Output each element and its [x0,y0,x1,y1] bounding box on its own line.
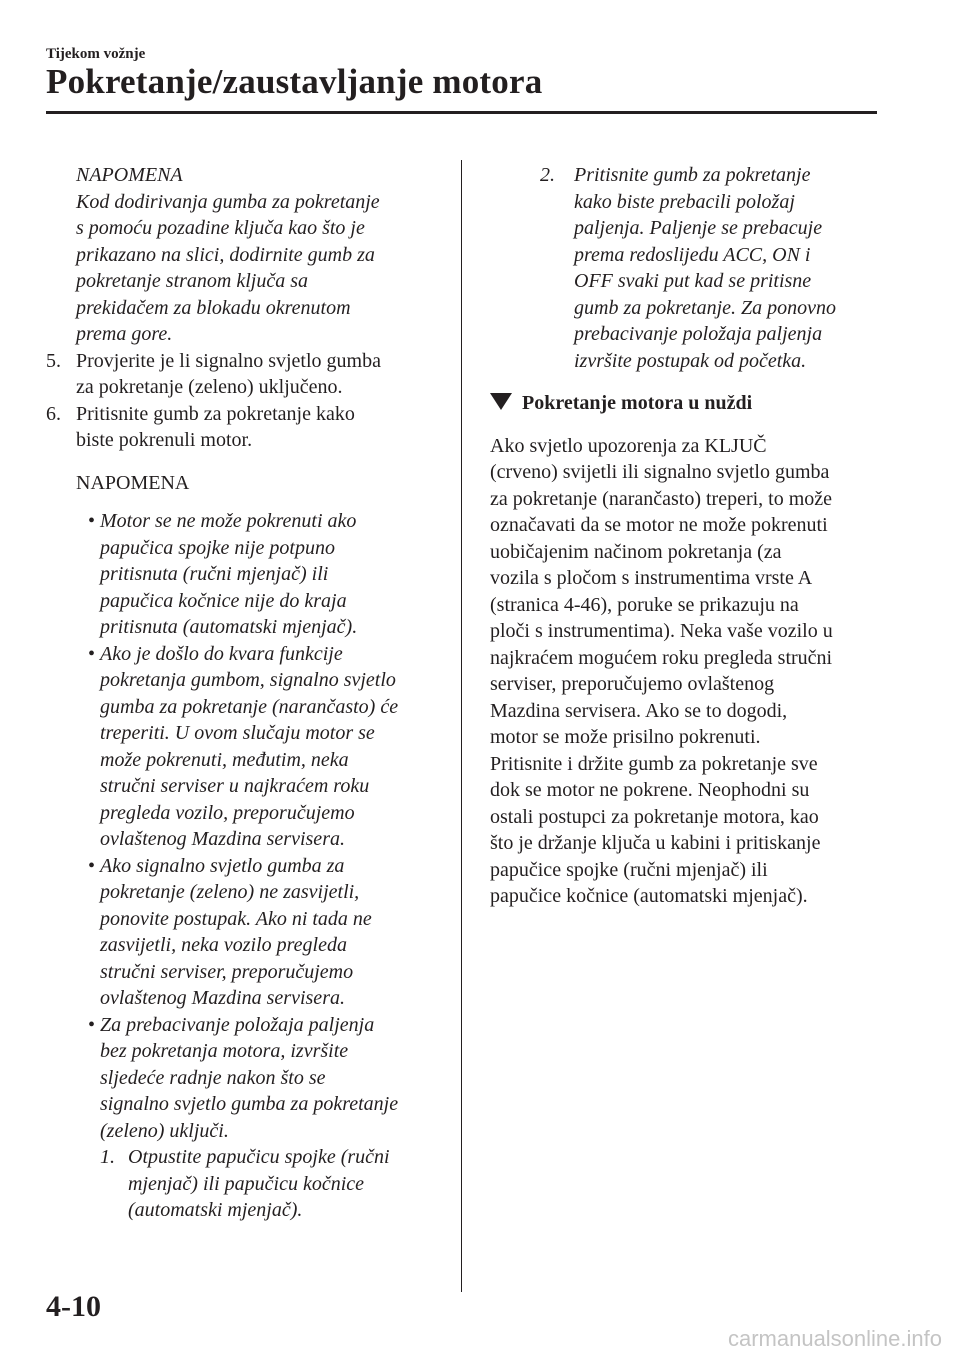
step-text [76,401,446,454]
page-title: Pokretanje/zaustavljanje motora [46,62,543,101]
text-line [46,747,446,774]
text-line-content: Mazdina servisera. Ako se to dogodi, [490,699,788,722]
text-line-content: prema gore. [76,323,173,345]
text-line-content: može pokrenuti, međutim, neka [100,748,349,771]
step-number: 6. [46,402,61,425]
text-line-content: treperiti. U ovom slučaju motor se [100,722,375,744]
bullet-icon: • [88,854,96,877]
text-line [46,588,446,615]
text-line-content: papučice spojke (ručni mjenjač) ili [490,858,768,881]
text-line [46,694,446,721]
text-line-content: stručni serviser, preporučujemo [100,960,354,983]
text-line [574,268,884,295]
text-line-content: pokretanje stranom ključa sa [76,270,309,292]
text-line-content: Ako je došlo do kvara funkcije [100,642,343,665]
text-line [490,804,884,831]
text-line [76,321,446,348]
text-line-content: Motor se ne može pokrenuti ako [100,510,357,532]
text-line [490,671,884,698]
text-line-content: kako biste prebacili položaj [574,190,795,213]
text-line [490,486,884,513]
text-line-content: prekidačem za blokadu okrenutom [76,296,351,319]
text-line [46,985,446,1012]
bullet-icon: • [88,510,96,532]
text-line-content: označavati da se motor ne može pokrenuti [490,514,828,536]
text-line [46,773,446,800]
text-line-content: papučice kočnice (automatski mjenjač). [490,885,808,907]
text-line [76,427,446,454]
text-line [574,189,884,216]
text-line-content: papučica kočnice nije do kraja [100,589,347,612]
text-line-content: Provjerite je li signalno svjetlo gumba [76,349,381,372]
note-label: NAPOMENA [76,164,183,186]
text-line [574,348,884,375]
substep-number: 2. [540,164,555,186]
text-line [46,1012,446,1039]
text-line-content: OFF svaki put kad se pritisne [574,270,812,292]
bullet-icon: • [88,642,96,665]
note-bullet-4 [46,1012,446,1145]
text-line [574,321,884,348]
text-line-content: biste pokrenuli motor. [76,429,253,451]
text-line-content: (automatski mjenjač). [128,1199,303,1221]
left-column [46,162,446,1224]
note-text [46,189,446,348]
text-line [46,508,446,535]
text-line-content: pritisnuta (automatski mjenjač). [100,616,358,638]
text-line-content: s pomoću pozadine ključa kao što je [76,217,365,239]
text-line-content: ploči s instrumentima). Neka vaše vozilo u [490,620,833,642]
text-line [128,1144,446,1171]
text-line-content: prebacivanje položaja paljenja [574,323,823,345]
subheading-text: Pokretanje motora u nuždi [522,392,753,414]
body-text [490,433,884,910]
text-line-content: (crveno) svijetli ili signalno svjetlo gumba [490,461,830,483]
text-line [46,1091,446,1118]
text-line [490,698,884,725]
note-bullet-1 [46,508,446,641]
text-line [46,1038,446,1065]
note-label: NAPOMENA [76,471,190,494]
text-line [490,645,884,672]
text-line-content: vozila s pločom s instrumentima vrste A [490,567,813,589]
note-bullet-2 [46,641,446,853]
text-line [46,826,446,853]
text-line [574,162,884,189]
text-line [490,830,884,857]
text-line-content: prema redoslijedu ACC, ON i [574,243,811,266]
text-line-content: (zeleno) uključi. [100,1119,229,1142]
text-line [46,561,446,588]
text-line-content: Kod dodirivanja gumba za pokretanje [76,190,380,213]
text-line-content: (stranica 4-46), poruke se prikazuju na [490,593,799,616]
note-bullet-3 [46,853,446,1012]
page-number: 4-10 [46,1290,101,1323]
text-line [46,535,446,562]
text-line-content: Ako svjetlo upozorenja za KLJUČ [490,434,767,457]
text-line-content: dok se motor ne pokrene. Neophodni su [490,779,810,801]
text-line-content: Otpustite papučicu spojke (ručni [128,1146,390,1168]
text-line-content: najkraćem mogućem roku pregleda stručni [490,646,833,669]
step-5 [46,348,446,401]
text-line [76,215,446,242]
subheading [490,390,884,417]
text-line [46,959,446,986]
text-line-content: pokretanje (zeleno) ne zasvijetli, [100,881,360,903]
substep-text [574,162,884,374]
text-line [490,777,884,804]
text-line [46,1065,446,1092]
text-line-content: signalno svjetlo gumba za pokretanje [100,1093,399,1115]
text-line [76,242,446,269]
text-line-content: pritisnuta (ručni mjenjač) ili [100,563,329,585]
header-divider [46,111,877,114]
watermark: carmanualsonline.info [727,1326,942,1351]
text-line-content: Pritisnite gumb za pokretanje kako [76,402,355,425]
text-line-content: zasvijetli, neka vozilo pregleda [100,934,347,956]
right-column [490,162,884,910]
text-line-content: gumb za pokretanje. Za ponovno [574,296,837,319]
text-line [490,724,884,751]
text-line-content: izvršite postupak od početka. [574,349,807,372]
text-line-content: gumba za pokretanje (narančasto) će [100,695,399,718]
triangle-marker-icon [490,393,512,410]
text-line [490,857,884,884]
text-line-content: Za prebacivanje položaja paljenja [100,1013,375,1036]
substep-2 [490,162,884,374]
text-line-content: za pokretanje (narančasto) treperi, to može [490,487,833,510]
text-line-content: što je držanje ključa u kabini i pritiskanje [490,832,821,854]
text-line [46,614,446,641]
text-line [490,539,884,566]
text-line [76,374,446,401]
text-line-content: pregleda vozilo, preporučujemo [100,801,355,824]
text-line-content: stručni serviser u najkraćem roku [100,775,370,797]
text-line [46,879,446,906]
text-line [490,433,884,460]
text-line [76,295,446,322]
text-line-content: pokretanja gumbom, signalno svjetlo [100,669,396,691]
step-text [76,348,446,401]
text-line [76,268,446,295]
text-line [128,1197,446,1224]
substep-number: 1. [100,1146,115,1168]
text-line [490,618,884,645]
text-line-content: papučica spojke nije potpuno [100,536,335,559]
text-line-content: Pritisnite i držite gumb za pokretanje sve [490,752,818,775]
text-line-content: mjenjač) ili papučicu kočnice [128,1172,365,1195]
text-line [46,800,446,827]
text-line [490,459,884,486]
text-line [46,720,446,747]
text-line [76,401,446,428]
step-number: 5. [46,349,61,372]
text-line [490,883,884,910]
text-line [490,751,884,778]
text-line-content: za pokretanje (zeleno) uključeno. [76,376,343,398]
substep-text [128,1144,446,1224]
text-line [128,1171,446,1198]
text-line [490,512,884,539]
text-line-content: paljenja. Paljenje se prebacuje [574,217,823,239]
text-line-content: motor se može prisilno pokrenuti. [490,726,761,748]
text-line [46,853,446,880]
text-line [46,906,446,933]
text-line [46,667,446,694]
text-line-content: ostali postupci za pokretanje motora, kao [490,805,819,828]
text-line [574,242,884,269]
text-line [46,932,446,959]
text-line-content: prikazano na slici, dodirnite gumb za [76,243,375,266]
text-line-content: serviser, preporučujemo ovlaštenog [490,673,775,695]
text-line-content: uobičajenim načinom pokretanja (za [490,540,782,563]
substep-1 [46,1144,446,1224]
text-line-content: bez pokretanja motora, izvršite [100,1040,349,1062]
text-line [574,295,884,322]
text-line-content: sljedeće radnje nakon što se [100,1066,326,1089]
text-line-content: ponovite postupak. Ako ni tada ne [100,907,372,930]
section-label: Tijekom vožnje [46,46,146,62]
step-6 [46,401,446,454]
text-line [490,565,884,592]
text-line [76,189,446,216]
text-line-content: ovlaštenog Mazdina servisera. [100,828,345,850]
text-line [46,641,446,668]
text-line [574,215,884,242]
column-divider [461,160,462,1292]
text-line-content: Ako signalno svjetlo gumba za [100,854,345,877]
text-line [46,1118,446,1145]
text-line-content: ovlaštenog Mazdina servisera. [100,987,345,1009]
text-line [76,348,446,375]
text-line-content: Pritisnite gumb za pokretanje [574,164,811,186]
text-line [490,592,884,619]
bullet-icon: • [88,1013,96,1036]
